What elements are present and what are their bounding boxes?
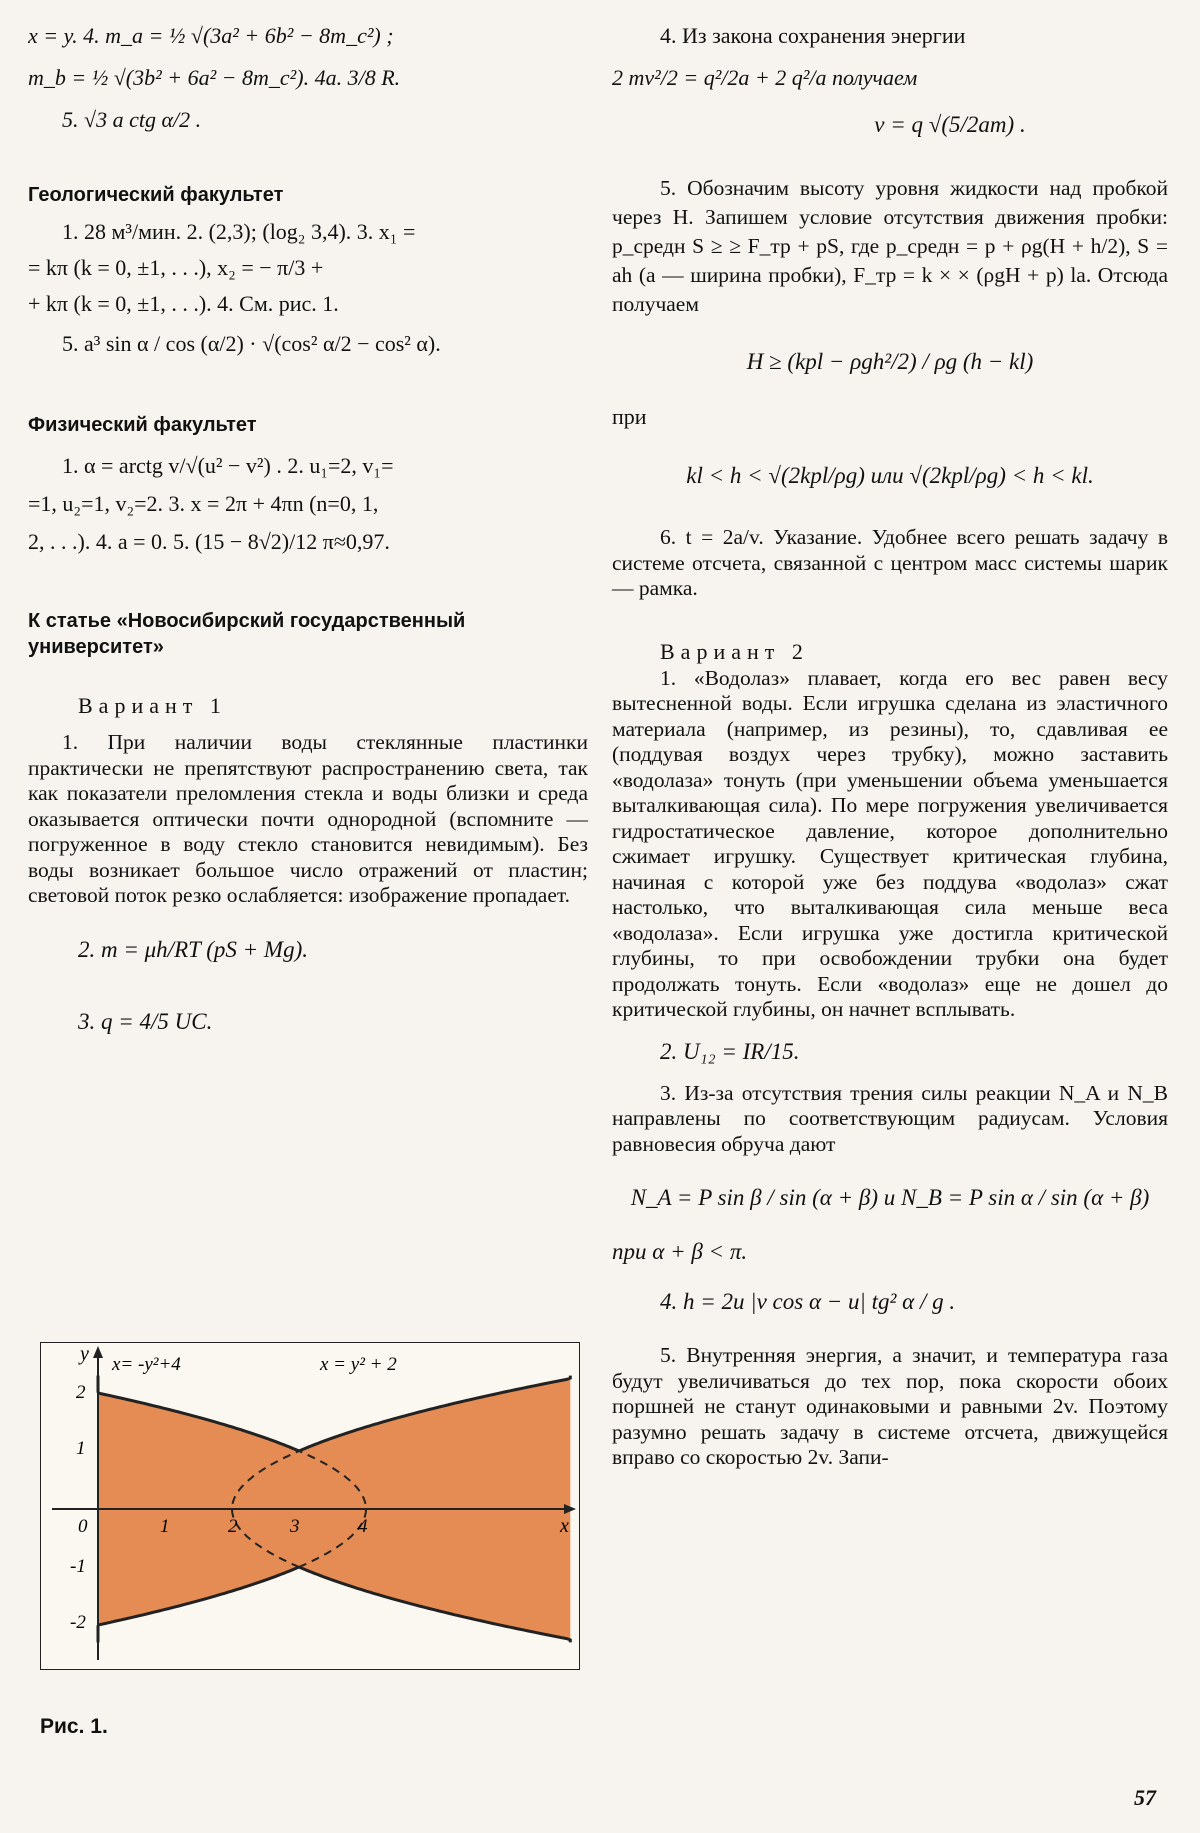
- y-tick-label: 2: [76, 1382, 86, 1403]
- figure-plot: [40, 1342, 580, 1670]
- answer-line: 1. 28 м³/мин. 2. (2,3); (log₂ 3,4). 3. x₁ =: [62, 219, 416, 244]
- x-tick-label: 4: [358, 1516, 368, 1537]
- formula: 2 mv²/2 = q²/2a + 2 q²/a получаем: [612, 65, 918, 90]
- section-heading-geology: Геологический факультет: [28, 184, 284, 206]
- formula: kl < h < √(2kpl/ρg) или √(2kpl/ρg) < h < kl.: [686, 463, 1094, 488]
- answer-paragraph: 3. Из-за отсутствия трения силы реакции N_A и N_B направлены по соответствующим радиусам. Условия равновесия обруча дают: [612, 1080, 1168, 1156]
- page-number: 57: [1134, 1785, 1156, 1810]
- answer-line: 1. α = arctg v/√(u² − v²) . 2. u₁=2, v₁=: [62, 453, 394, 478]
- y-tick-label: -2: [70, 1612, 86, 1633]
- left-column: [28, 22, 588, 1037]
- answer-line: + kπ (k = 0, ±1, . . .). 4. См. рис. 1.: [28, 291, 339, 316]
- answer-line: =1, u₂=1, v₂=2. 3. x = 2π + 4πn (n=0, 1,: [28, 491, 379, 516]
- formula: 2. U₁₂ = IR/15.: [660, 1038, 800, 1064]
- figure-1: [40, 1342, 580, 1670]
- curve-label-1: x= -y²+4: [112, 1354, 181, 1375]
- answer-line: = kπ (k = 0, ±1, . . .), x₂ = − π/3 +: [28, 255, 324, 280]
- answer-paragraph: 5. Внутренняя энергия, а значит, и температура газа будут увеличиваться до тех пор, пока скорости обоих поршней не станут одинаковыми и равными 2v. Поэтому разумно решать задачу в системе отсчета, движущейся вправо со скоростью 2v. Запи-: [612, 1343, 1168, 1469]
- answer-line: 5. √3 a ctg α/2 .: [62, 107, 202, 132]
- section-heading-physics: Физический факультет: [28, 414, 257, 436]
- formula: v = q √(5/2am) .: [874, 112, 1026, 137]
- formula: при α + β < π.: [612, 1239, 748, 1264]
- formula: N_A = P sin β / sin (α + β) и N_B = P sin α / sin (α + β): [630, 1185, 1150, 1210]
- y-tick-label: 1: [76, 1438, 86, 1459]
- answer-line: 4. Из закона сохранения энергии: [660, 23, 966, 48]
- x-tick-label: 1: [160, 1516, 170, 1537]
- x-tick-label: 3: [290, 1516, 300, 1537]
- formula: 3. q = 4/5 UC.: [78, 1008, 213, 1034]
- y-tick-label: -1: [70, 1556, 86, 1577]
- answer-paragraph: 1. «Водолаз» плавает, когда его вес равен весу вытесненной воды. Если игрушка сделана из эластичного материала (например, из резины), то, сдавливая ее (поддувая воздух через трубку), можно заставить «водолаза» тонуть (при уменьшении объема уменьшается выталкивающая сила). По мере погружения увеличивается гидростатическое давление, которое дополнительно сжимает игрушку. Существует критическая глубина, начиная с которой уже без поддува «водолаз» сжат настолько, что выталкивающая сила меньше веса «водолаза». Если игрушка уже достигла критической глубины, то при освобождении трубки она будет продолжать тонуть. Если «водолаз» еще не дошел до критической глубины, он начнет всплывать.: [612, 665, 1168, 1021]
- answer-line: x = y. 4. m_a = ½ √(3a² + 6b² − 8m_c²) ;: [28, 23, 394, 48]
- variant-2-heading: Вариант 2: [660, 638, 809, 664]
- figure-caption: Рис. 1.: [40, 1715, 108, 1738]
- answer-paragraph: 1. При наличии воды стеклянные пластинки практически не препятствуют распространению света, так как показатели преломления стекла и воды близки и среда оказывается оптически почти однородной (вспомните — погруженное в воду стекло становится невидимым). Без воды возникает большое число отражений от пластин; световой поток резко ослабляется: изображение пропадает.: [28, 730, 588, 907]
- answer-line: 5. a³ sin α / cos (α/2) · √(cos² α/2 − cos² α).: [62, 331, 441, 356]
- answer-line: 2, . . .). 4. a = 0. 5. (15 − 8√2)/12 π≈0,97.: [28, 529, 390, 554]
- answer-line: m_b = ½ √(3b² + 6a² − 8m_c²). 4а. 3/8 R.: [28, 65, 401, 90]
- answer-paragraph: 6. t = 2a/v. Указание. Удобнее всего решать задачу в системе отсчета, связанной с центром масс системы шарик — рамка.: [612, 525, 1168, 600]
- formula: 4. h = 2u |v cos α − u| tg² α / g .: [660, 1289, 956, 1314]
- x-tick-label: 2: [228, 1516, 238, 1537]
- section-heading-nsu: К статье «Новосибирский государственный университет»: [28, 610, 466, 658]
- y-axis-label: y: [80, 1343, 89, 1365]
- x-axis-label: x: [560, 1515, 569, 1537]
- formula: H ≥ (kpl − ρgh²/2) / ρg (h − kl): [746, 349, 1034, 374]
- x-tick-label: 0: [78, 1516, 88, 1537]
- curve-label-2: x = y² + 2: [320, 1354, 397, 1375]
- answer-line: при: [612, 404, 647, 429]
- formula: 2. m = μh/RT (pS + Mg).: [78, 936, 308, 962]
- right-column: [612, 22, 1168, 1471]
- answer-paragraph: 5. Обозначим высоту уровня жидкости над пробкой через H. Запишем условие отсутствия движения пробки: p_средн S ≥ ≥ F_тр + pS, где p_средн = p + ρg(H + h/2), S = ah (a — ширина пробки), F_тр = k × × (ρgH + p) la. Отсюда получаем: [612, 176, 1168, 316]
- variant-1-heading: Вариант 1: [78, 693, 227, 718]
